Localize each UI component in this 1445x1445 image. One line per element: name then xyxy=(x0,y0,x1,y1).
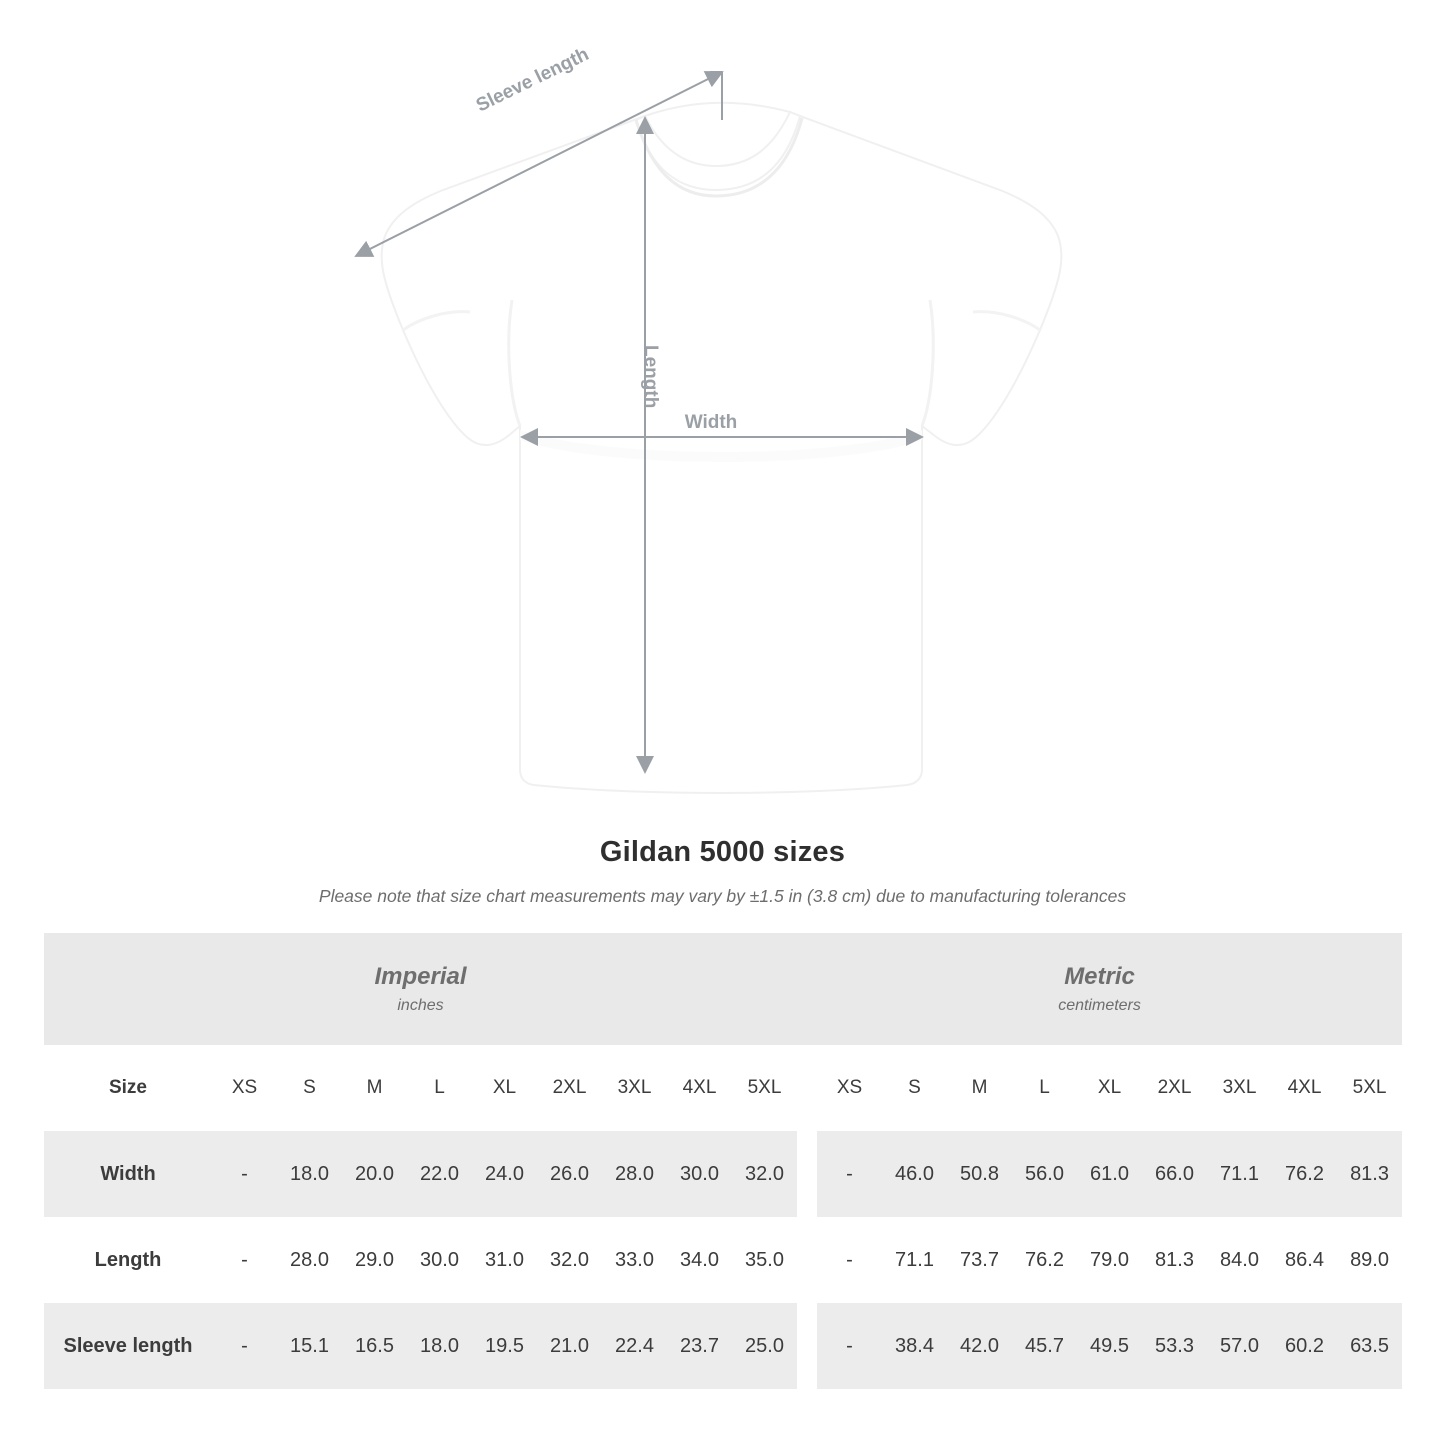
table-row xyxy=(44,1131,1402,1217)
cell: 24.0 xyxy=(472,1131,537,1217)
table-row xyxy=(44,1217,1402,1303)
unit-metric xyxy=(797,933,1402,1045)
size-met-3xl: 3XL xyxy=(1207,1045,1272,1131)
cell: 25.0 xyxy=(732,1303,797,1389)
title-block xyxy=(0,836,1445,907)
cell: 81.3 xyxy=(1142,1217,1207,1303)
column-gap xyxy=(797,1303,817,1389)
size-met-2xl: 2XL xyxy=(1142,1045,1207,1131)
cell: 76.2 xyxy=(1272,1131,1337,1217)
column-gap xyxy=(797,1045,817,1131)
cell: 45.7 xyxy=(1012,1303,1077,1389)
cell: 32.0 xyxy=(732,1131,797,1217)
cell: 19.5 xyxy=(472,1303,537,1389)
sleeve-length-label: Sleeve length xyxy=(472,43,593,117)
cell: 86.4 xyxy=(1272,1217,1337,1303)
cell: 79.0 xyxy=(1077,1217,1142,1303)
cell: 35.0 xyxy=(732,1217,797,1303)
size-imp-xs: XS xyxy=(212,1045,277,1131)
cell: 71.1 xyxy=(1207,1131,1272,1217)
cell: 30.0 xyxy=(667,1131,732,1217)
cell: 81.3 xyxy=(1337,1131,1402,1217)
unit-imperial-sub: inches xyxy=(397,997,444,1014)
cell: 66.0 xyxy=(1142,1131,1207,1217)
cell: 49.5 xyxy=(1077,1303,1142,1389)
size-header-row xyxy=(44,1045,1402,1131)
size-header-label: Size xyxy=(44,1045,212,1131)
row-label-width: Width xyxy=(44,1131,212,1217)
cell: 16.5 xyxy=(342,1303,407,1389)
column-gap xyxy=(797,1217,817,1303)
size-table-wrap xyxy=(0,933,1445,1389)
cell: 56.0 xyxy=(1012,1131,1077,1217)
cell: 89.0 xyxy=(1337,1217,1402,1303)
cell: 84.0 xyxy=(1207,1217,1272,1303)
size-table xyxy=(44,933,1402,1389)
cell: - xyxy=(817,1303,882,1389)
size-imp-xl: XL xyxy=(472,1045,537,1131)
cell: 22.4 xyxy=(602,1303,667,1389)
cell: 53.3 xyxy=(1142,1303,1207,1389)
cell: 18.0 xyxy=(407,1303,472,1389)
width-label: Width xyxy=(684,412,738,433)
cell: 26.0 xyxy=(537,1131,602,1217)
size-imp-4xl: 4XL xyxy=(667,1045,732,1131)
size-met-xs: XS xyxy=(817,1045,882,1131)
size-met-m: M xyxy=(947,1045,1012,1131)
cell: 73.7 xyxy=(947,1217,1012,1303)
row-label-sleeve-length: Sleeve length xyxy=(44,1303,212,1389)
size-met-s: S xyxy=(882,1045,947,1131)
cell: 71.1 xyxy=(882,1217,947,1303)
size-met-xl: XL xyxy=(1077,1045,1142,1131)
size-imp-l: L xyxy=(407,1045,472,1131)
cell: 34.0 xyxy=(667,1217,732,1303)
cell: 28.0 xyxy=(602,1131,667,1217)
cell: 30.0 xyxy=(407,1217,472,1303)
table-row xyxy=(44,1303,1402,1389)
tolerance-note: Please note that size chart measurements may vary by ±1.5 in (3.8 cm) due to manufacturing tolerances xyxy=(318,886,1127,906)
cell: 28.0 xyxy=(277,1217,342,1303)
cell: - xyxy=(212,1131,277,1217)
size-met-l: L xyxy=(1012,1045,1077,1131)
unit-imperial-name: Imperial xyxy=(374,963,467,990)
unit-header-row xyxy=(44,933,1402,1045)
size-imp-3xl: 3XL xyxy=(602,1045,667,1131)
cell: - xyxy=(817,1131,882,1217)
cell: 31.0 xyxy=(472,1217,537,1303)
tshirt-shape xyxy=(382,103,1062,793)
size-imp-2xl: 2XL xyxy=(537,1045,602,1131)
cell: 22.0 xyxy=(407,1131,472,1217)
column-gap xyxy=(797,1131,817,1217)
cell: - xyxy=(817,1217,882,1303)
cell: 23.7 xyxy=(667,1303,732,1389)
page-title: Gildan 5000 sizes xyxy=(599,836,846,868)
cell: 20.0 xyxy=(342,1131,407,1217)
cell: 32.0 xyxy=(537,1217,602,1303)
unit-imperial xyxy=(44,933,797,1045)
cell: - xyxy=(212,1217,277,1303)
unit-metric-sub: centimeters xyxy=(1058,997,1141,1014)
size-met-4xl: 4XL xyxy=(1272,1045,1337,1131)
cell: 60.2 xyxy=(1272,1303,1337,1389)
cell: - xyxy=(212,1303,277,1389)
cell: 50.8 xyxy=(947,1131,1012,1217)
cell: 21.0 xyxy=(537,1303,602,1389)
cell: 33.0 xyxy=(602,1217,667,1303)
size-imp-5xl: 5XL xyxy=(732,1045,797,1131)
cell: 61.0 xyxy=(1077,1131,1142,1217)
cell: 57.0 xyxy=(1207,1303,1272,1389)
cell: 63.5 xyxy=(1337,1303,1402,1389)
size-imp-m: M xyxy=(342,1045,407,1131)
cell: 46.0 xyxy=(882,1131,947,1217)
cell: 18.0 xyxy=(277,1131,342,1217)
cell: 38.4 xyxy=(882,1303,947,1389)
size-met-5xl: 5XL xyxy=(1337,1045,1402,1131)
cell: 76.2 xyxy=(1012,1217,1077,1303)
cell: 15.1 xyxy=(277,1303,342,1389)
size-imp-s: S xyxy=(277,1045,342,1131)
unit-metric-name: Metric xyxy=(1064,963,1135,990)
cell: 29.0 xyxy=(342,1217,407,1303)
length-label: Length xyxy=(640,345,661,409)
cell: 42.0 xyxy=(947,1303,1012,1389)
row-label-length: Length xyxy=(44,1217,212,1303)
